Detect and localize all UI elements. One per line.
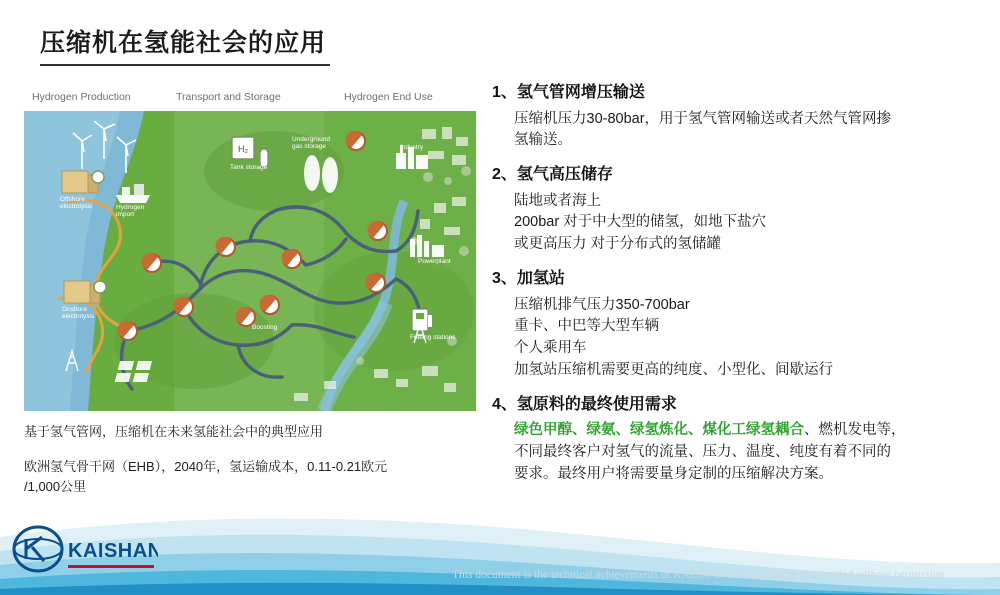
caption-line-1: 欧洲氢气骨干网（EHB），2040年，氢运输成本，0.11-0.21欧元	[24, 459, 388, 475]
caption-line-2: /1,000公里	[24, 479, 87, 495]
point-line: 或更高压力 对于分布式的氢储罐	[514, 236, 722, 253]
point-body	[492, 191, 980, 256]
highlighted-terms: 绿色甲醇、绿氨、绿氢炼化、煤化工绿氢耦合	[514, 422, 804, 439]
point-number: 2、	[492, 166, 517, 184]
list-item	[492, 164, 980, 256]
point-heading	[492, 164, 980, 186]
point-line: 压缩机压力30-80bar，用于氢气管网输送或者天然气管网掺	[514, 110, 892, 127]
svg-text:Boosting: Boosting	[252, 324, 278, 331]
footer-disclaimer: This document is the technical achievements of KAISHAN and may not be transmitted without permission	[452, 569, 945, 581]
point-title: 氢原料的最终使用需求	[516, 395, 677, 413]
point-line: 加氢站压缩机需要更高的纯度、小型化、间歇运行	[514, 361, 833, 378]
point-line: 200bar 对于中大型的储氢，如地下盐穴	[514, 214, 767, 231]
svg-text:Onshore: Onshore	[62, 306, 87, 313]
point-body	[492, 109, 980, 153]
svg-text:Powerplant: Powerplant	[418, 258, 451, 265]
point-number: 3、	[492, 269, 517, 287]
list-item	[492, 394, 980, 486]
point-line: 压缩机排气压力350-700bar	[514, 296, 690, 313]
figure-header-transport: Transport and Storage	[176, 91, 281, 103]
point-line: 要求。最终用户将需要量身定制的压缩解决方案。	[514, 465, 833, 482]
point-title: 加氢站	[516, 269, 565, 287]
point-body	[492, 420, 980, 485]
svg-text:Hydrogen: Hydrogen	[116, 204, 145, 211]
svg-text:gas storage: gas storage	[292, 143, 326, 150]
figure-header-band	[24, 88, 476, 111]
point-number: 4、	[492, 395, 517, 413]
title-underline	[40, 64, 330, 66]
page-title-block	[40, 28, 460, 66]
svg-text:electrolysis: electrolysis	[60, 203, 93, 210]
point-heading	[492, 82, 980, 104]
svg-text:Offshore: Offshore	[60, 196, 85, 203]
list-item	[492, 268, 980, 382]
point-line-tail: 、燃机发电等，	[804, 422, 906, 439]
point-title: 氢气管网增压输送	[516, 84, 645, 101]
list-item	[492, 82, 980, 152]
svg-text:electrolysis: electrolysis	[62, 313, 95, 320]
svg-text:import: import	[116, 211, 135, 218]
figure-caption-secondary	[24, 457, 479, 497]
left-column	[24, 88, 476, 497]
point-line: 重卡、中巴等大型车辆	[514, 318, 659, 335]
point-heading	[492, 394, 980, 416]
svg-text:Fueling stations: Fueling stations	[410, 334, 456, 341]
svg-text:KAISHAN: KAISHAN	[68, 540, 158, 562]
point-line: 个人乘用车	[514, 340, 587, 357]
svg-text:Tank storage: Tank storage	[230, 164, 268, 171]
hydrogen-society-figure	[24, 88, 476, 411]
svg-text:Underground: Underground	[292, 136, 330, 143]
point-heading	[492, 268, 980, 290]
point-number: 1、	[492, 84, 517, 101]
svg-text:H₂: H₂	[238, 144, 248, 154]
point-line: 不同最终客户对氢气的流量、压力、温度、纯度有着不同的	[514, 443, 891, 460]
kaishan-logo	[8, 523, 158, 581]
points-list	[492, 82, 980, 497]
point-body	[492, 295, 980, 382]
point-line: 氢输送。	[514, 132, 572, 149]
page-title: 压缩机在氢能社会的应用	[40, 29, 327, 57]
figure-illustration	[24, 111, 476, 411]
svg-text:Industry: Industry	[400, 144, 424, 151]
point-line: 陆地或者海上	[514, 192, 601, 209]
point-title: 氢气高压储存	[516, 166, 613, 184]
figure-caption-primary: 基于氢气管网，压缩机在未来氢能社会中的典型应用	[24, 424, 324, 439]
point-line-highlighted	[514, 420, 980, 442]
figure-header-enduse: Hydrogen End Use	[344, 91, 433, 103]
figure-header-production: Hydrogen Production	[32, 91, 131, 103]
